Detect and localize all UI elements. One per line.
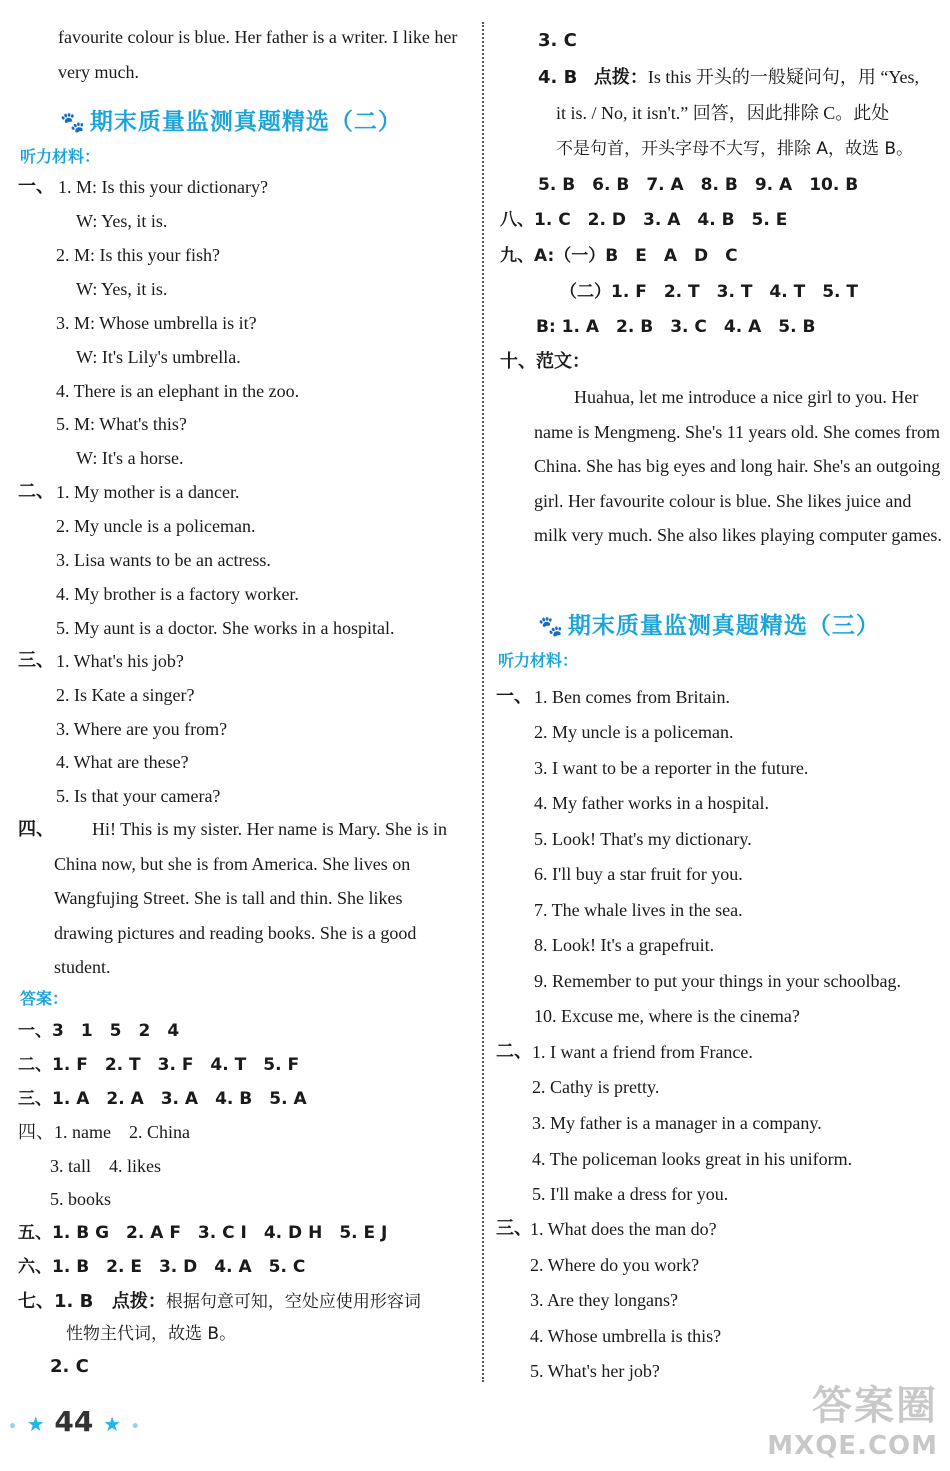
answer-row: 3. tall 4. likes xyxy=(50,1156,161,1176)
dot-icon: • xyxy=(8,1419,17,1435)
list-item: 5. M: What's this? xyxy=(56,414,187,434)
list-item: 10. Excuse me, where is the cinema? xyxy=(534,1006,800,1026)
list-item: 1. What's his job? xyxy=(56,651,184,671)
part4-passage: Hi! This is my sister. Her name is Mary. She is in China now, but she is from America. She lives on Wangfujing Street. She is tall and thin. She likes drawing pictures and reading books. She is a good student. xyxy=(54,819,447,977)
list-item: 5. Look! That's my dictionary. xyxy=(534,829,752,849)
paw-icon: 🐾 xyxy=(538,614,564,638)
answers-label: 答案： xyxy=(20,989,69,1008)
list-item: 9. Remember to put your things in your schoolbag. xyxy=(534,971,901,991)
list-item: 2. Cathy is pretty. xyxy=(532,1077,660,1097)
part2-label: 二、 xyxy=(496,1041,532,1062)
list-item: 7. The whale lives in the sea. xyxy=(534,900,743,920)
q7-4: 4. B 点拨：Is this 开头的一般疑问句，用 “Yes, xyxy=(538,67,920,88)
list-item: 5. I'll make a dress for you. xyxy=(532,1184,729,1204)
list-item: 3. Where are you from? xyxy=(56,719,228,739)
part3-label: 三、 xyxy=(18,650,54,671)
part1-label: 一、 xyxy=(496,686,532,707)
list-item: 3. Lisa wants to be an actress. xyxy=(56,550,271,570)
list-item: 5. My aunt is a doctor. She works in a hospital. xyxy=(56,618,395,638)
q7-rest: 5. B 6. B 7. A 8. B 9. A 10. B xyxy=(538,175,859,195)
listening-label: 听力材料： xyxy=(498,651,579,670)
q7-4-line3: 不是句首，开头字母不大写，排除 A，故选 B。 xyxy=(556,139,914,159)
list-item: 2. M: Is this your fish? xyxy=(56,245,220,265)
q9a-answers: 九、A:（一）B E A D C xyxy=(500,246,738,266)
list-item: 4. What are these? xyxy=(56,752,189,772)
paw-icon: 🐾 xyxy=(60,110,86,134)
list-item: 5. What's her job? xyxy=(530,1361,660,1381)
q8-answers: 八、1. C 2. D 3. A 4. B 5. E xyxy=(500,210,788,230)
list-item: 1. My mother is a dancer. xyxy=(56,482,240,502)
list-item: 3. I want to be a reporter in the future. xyxy=(534,758,809,778)
dot-icon: • xyxy=(130,1419,140,1435)
answer-row: 五、1. B G 2. A F 3. C I 4. D H 5. E J xyxy=(18,1223,388,1243)
list-item: 1. What does the man do? xyxy=(530,1219,717,1239)
list-item: 3. My father is a manager in a company. xyxy=(532,1113,822,1133)
answer-row: 5. books xyxy=(50,1189,112,1209)
q7-4-line2: it is. / No, it isn't.” 回答，因此排除 C。此处 xyxy=(556,103,890,123)
list-item: W: It's a horse. xyxy=(76,448,184,468)
list-item: 2. Where do you work? xyxy=(530,1255,700,1275)
intro-text: favourite colour is blue. Her father is a writer. I like her very much. xyxy=(58,27,458,82)
q7-tip-line2: 性物主代词，故选 B。 xyxy=(66,1324,237,1344)
answer-row: 三、1. A 2. A 3. A 4. B 5. A xyxy=(18,1089,307,1109)
answer-row: 四、1. name 2. China xyxy=(18,1122,190,1142)
list-item: 8. Look! It's a grapefruit. xyxy=(534,935,715,955)
list-item: 2. My uncle is a policeman. xyxy=(534,722,734,742)
column-divider xyxy=(482,22,484,1382)
part3-label: 三、 xyxy=(496,1218,532,1239)
list-item: 3. Are they longans? xyxy=(530,1290,678,1310)
answer-row: 一、3 1 5 2 4 xyxy=(18,1021,180,1041)
list-item: 6. I'll buy a star fruit for you. xyxy=(534,864,743,884)
section-title-3: 🐾 期末质量监测真题精选（三） xyxy=(538,613,880,639)
part4-label: 四、 xyxy=(18,819,54,840)
model-essay: Huahua, let me introduce a nice girl to you. Her name is Mengmeng. She's 11 years old. She comes from China. She has big eyes and long hair. She's an outgoing girl. Her favourite colour is blue. She likes juice and milk very much. She also likes playing computer games. xyxy=(534,387,942,545)
q7-answer: 七、1. B 点拨：根据句意可知，空处应使用形容词 xyxy=(18,1291,421,1312)
list-item: 1. Ben comes from Britain. xyxy=(534,687,730,707)
part1-label: 一、 xyxy=(18,176,54,197)
list-item: 4. Whose umbrella is this? xyxy=(530,1326,722,1346)
list-item: 1. I want a friend from France. xyxy=(532,1042,753,1062)
list-item: 4. There is an elephant in the zoo. xyxy=(56,381,300,401)
q9b-answers: B: 1. A 2. B 3. C 4. A 5. B xyxy=(536,317,816,337)
q7-2: 2. C xyxy=(50,1356,89,1377)
list-item: 2. Is Kate a singer? xyxy=(56,685,195,705)
section-title-2: 🐾 期末质量监测真题精选（二） xyxy=(60,109,402,135)
list-item: 4. My brother is a factory worker. xyxy=(56,584,299,604)
list-item: 5. Is that your camera? xyxy=(56,786,221,806)
list-item: W: Yes, it is. xyxy=(76,279,168,299)
star-icon: ★ xyxy=(26,1412,45,1436)
list-item: 3. M: Whose umbrella is it? xyxy=(56,313,257,333)
q10-label: 十、范文： xyxy=(500,351,590,372)
list-item: 1. M: Is this your dictionary? xyxy=(58,177,268,197)
page-number: • ★ 44 ★ • xyxy=(8,1405,140,1438)
watermark: 答案圈 MXQE.COM xyxy=(767,1383,938,1461)
star-icon: ★ xyxy=(103,1412,122,1436)
list-item: 2. My uncle is a policeman. xyxy=(56,516,256,536)
list-item: 4. My father works in a hospital. xyxy=(534,793,769,813)
answer-row: 六、1. B 2. E 3. D 4. A 5. C xyxy=(18,1257,306,1277)
answer-row: 二、1. F 2. T 3. F 4. T 5. F xyxy=(18,1055,300,1075)
list-item: W: Yes, it is. xyxy=(76,211,168,231)
q9a2-answers: （二）1. F 2. T 3. T 4. T 5. T xyxy=(560,282,859,302)
list-item: 4. The policeman looks great in his uniform. xyxy=(532,1149,853,1169)
listening-label: 听力材料： xyxy=(20,147,101,166)
part2-label: 二、 xyxy=(18,481,54,502)
list-item: W: It's Lily's umbrella. xyxy=(76,347,241,367)
q7-3: 3. C xyxy=(538,30,577,51)
